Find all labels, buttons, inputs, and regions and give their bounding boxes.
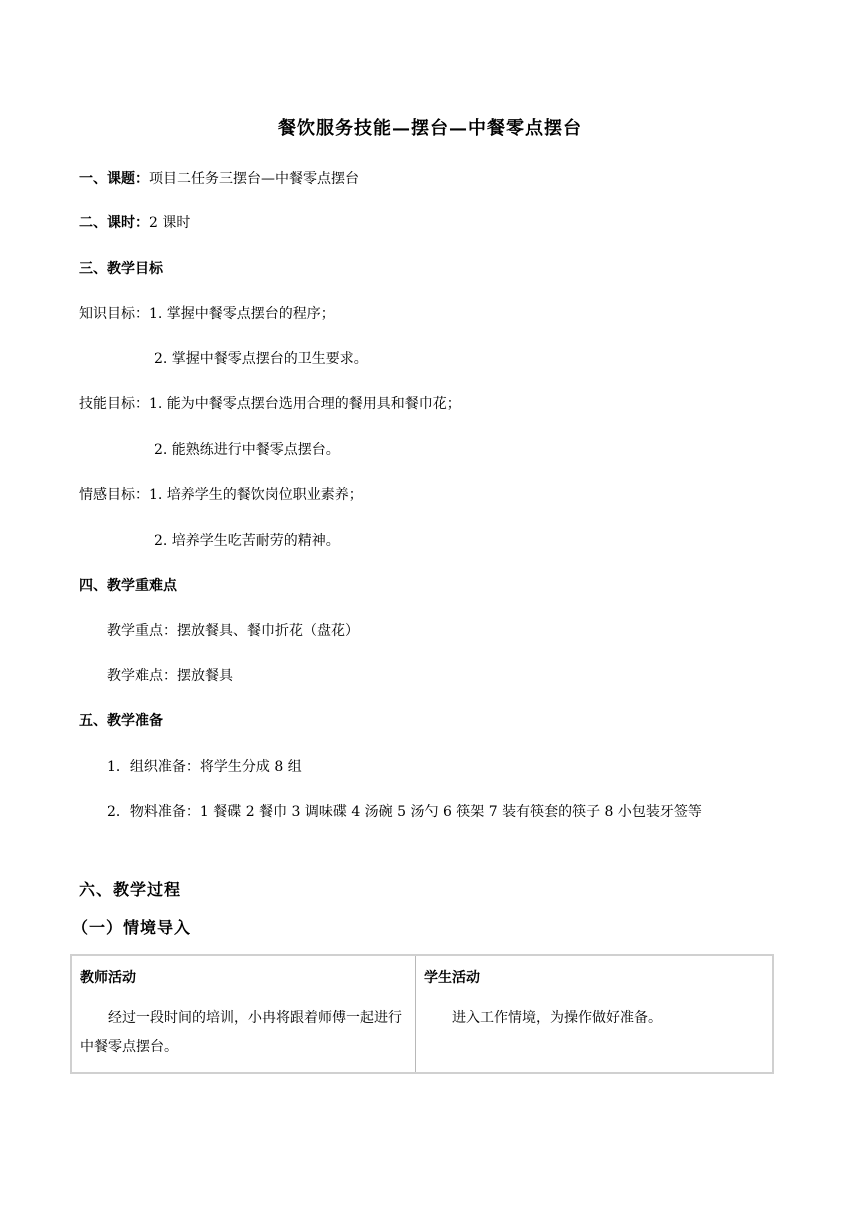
- student-activity-header: 学生活动: [424, 970, 480, 986]
- student-activity-cell: [416, 955, 774, 1073]
- skill-label: 技能目标：: [79, 396, 149, 412]
- document-title: 餐饮服务技能—摆台—中餐零点摆台: [278, 118, 582, 139]
- emotion-label: 情感目标：: [79, 487, 149, 503]
- topic-label: 一、课题：: [79, 171, 149, 187]
- topic-value: 项目二任务三摆台—中餐零点摆台: [149, 171, 359, 187]
- knowledge-item: 1. 掌握中餐零点摆台的程序；: [149, 306, 335, 322]
- knowledge-label: 知识目标：: [79, 306, 149, 322]
- objectives-heading: 三、教学目标: [79, 261, 163, 277]
- emotion-objective-1: [79, 485, 363, 505]
- hours-line: [79, 213, 190, 233]
- student-activity-text: 进入工作情境，为操作做好准备。: [452, 1010, 662, 1026]
- teacher-activity-cell: [71, 955, 416, 1073]
- key-points-heading: 四、教学重难点: [79, 578, 177, 594]
- knowledge-objective-1: [79, 304, 335, 324]
- hours-value: 2 课时: [149, 215, 191, 231]
- process-heading: 六、教学过程: [79, 880, 182, 899]
- material-prep: 2．物料准备：1 餐碟 2 餐巾 3 调味碟 4 汤碗 5 汤勺 6 筷架 7 装有筷套的筷子 8 小包装牙签等: [107, 804, 702, 820]
- difficulty-line: 教学难点：摆放餐具: [107, 668, 233, 684]
- hours-label: 二、课时：: [79, 215, 149, 231]
- key-point-line: 教学重点：摆放餐具、餐巾折花（盘花）: [107, 623, 359, 639]
- scenario-subheading: （一）情境导入: [72, 918, 192, 937]
- skill-item: 1. 能为中餐零点摆台选用合理的餐用具和餐巾花；: [149, 396, 461, 412]
- teacher-activity-header: 教师活动: [80, 970, 136, 986]
- organization-prep: 1．组织准备：将学生分成 8 组: [107, 759, 302, 775]
- preparation-heading: 五、教学准备: [79, 713, 163, 729]
- teacher-activity-text: 经过一段时间的培训，小冉将跟着师傅一起进行中餐零点摆台。: [80, 1010, 402, 1055]
- emotion-objective-2: 2. 培养学生吃苦耐劳的精神。: [154, 533, 340, 549]
- skill-objective-2: 2. 能熟练进行中餐零点摆台。: [154, 442, 340, 458]
- emotion-item: 1. 培养学生的餐饮岗位职业素养；: [149, 487, 363, 503]
- topic-line: [79, 169, 359, 189]
- knowledge-objective-2: 2. 掌握中餐零点摆台的卫生要求。: [154, 351, 368, 367]
- activity-table: [70, 954, 774, 1074]
- skill-objective-1: [79, 394, 461, 414]
- table-row: [71, 955, 773, 1073]
